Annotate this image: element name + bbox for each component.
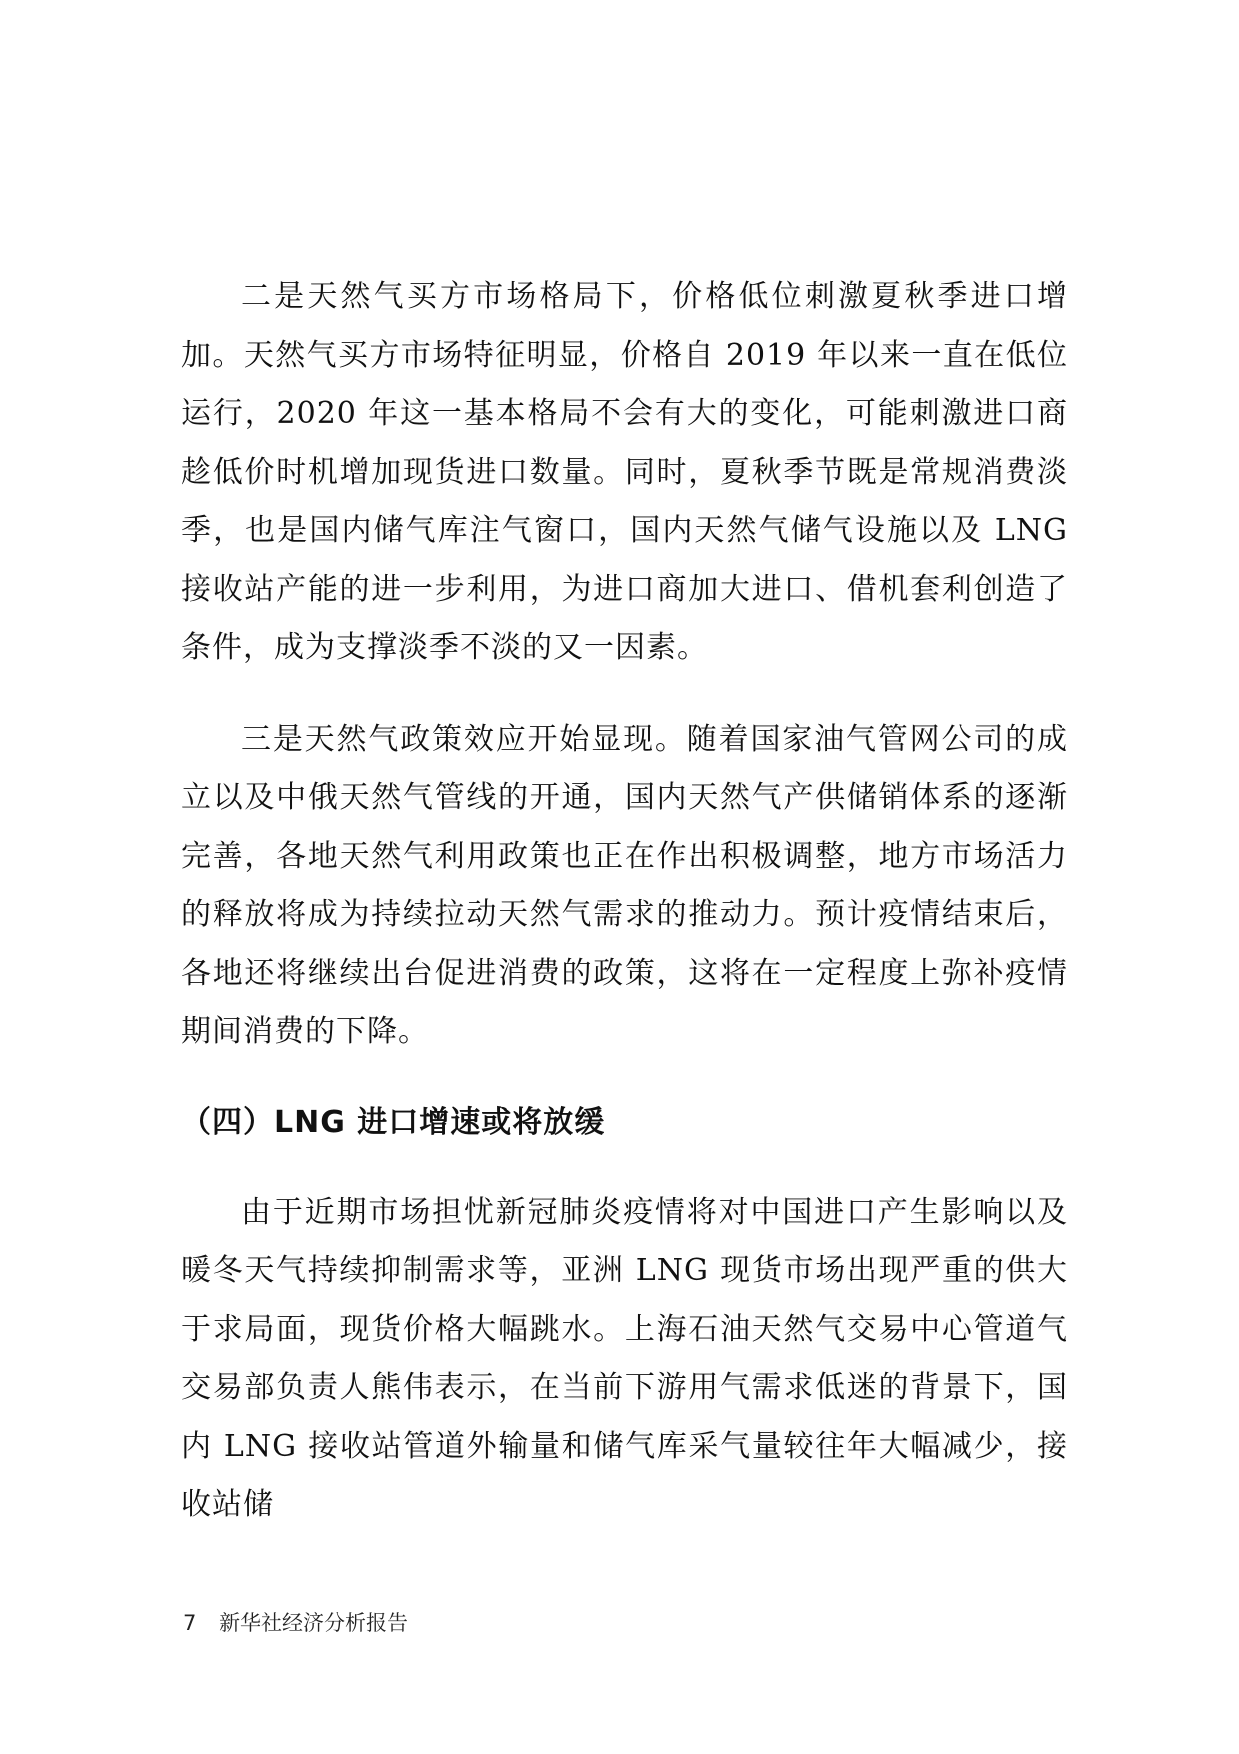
- page-footer: [183, 1608, 408, 1638]
- section-heading: （四）LNG 进口增速或将放缓: [181, 1104, 606, 1140]
- paragraph-lng-import: 由于近期市场担忧新冠肺炎疫情将对中国进口产生影响以及暖冬天气持续抑制需求等，亚洲 LNG 现货市场出现严重的供大于求局面，现货价格大幅跳水。上海石油天然气交易中心管道气交易部负责人熊伟表示，在当前下游用气需求低迷的背景下，国内 LNG 接收站管道外输量和储气库采气量较往年大幅减少，接收站储: [181, 1194, 1068, 1522]
- page-number: 7: [183, 1611, 197, 1635]
- publication-name: 新华社经济分析报告: [219, 1611, 409, 1635]
- page-content: [181, 268, 1068, 1535]
- paragraph-gas-buyer-market: 二是天然气买方市场格局下，价格低位刺激夏秋季进口增加。天然气买方市场特征明显，价格自 2019 年以来一直在低位运行，2020 年这一基本格局不会有大的变化，可能刺激进口商趁低价时机增加现货进口数量。同时，夏秋季节既是常规消费淡季，也是国内储气库注气窗口，国内天然气储气设施以及 LNG 接收站产能的进一步利用，为进口商加大进口、借机套利创造了条件，成为支撑淡季不淡的又一因素。: [181, 279, 1068, 665]
- paragraph-policy-effect: 三是天然气政策效应开始显现。随着国家油气管网公司的成立以及中俄天然气管线的开通，国内天然气产供储销体系的逐渐完善，各地天然气利用政策也正在作出积极调整，地方市场活力的释放将成为持续拉动天然气需求的推动力。预计疫情结束后，各地还将继续出台促进消费的政策，这将在一定程度上弥补疫情期间消费的下降。: [181, 721, 1068, 1049]
